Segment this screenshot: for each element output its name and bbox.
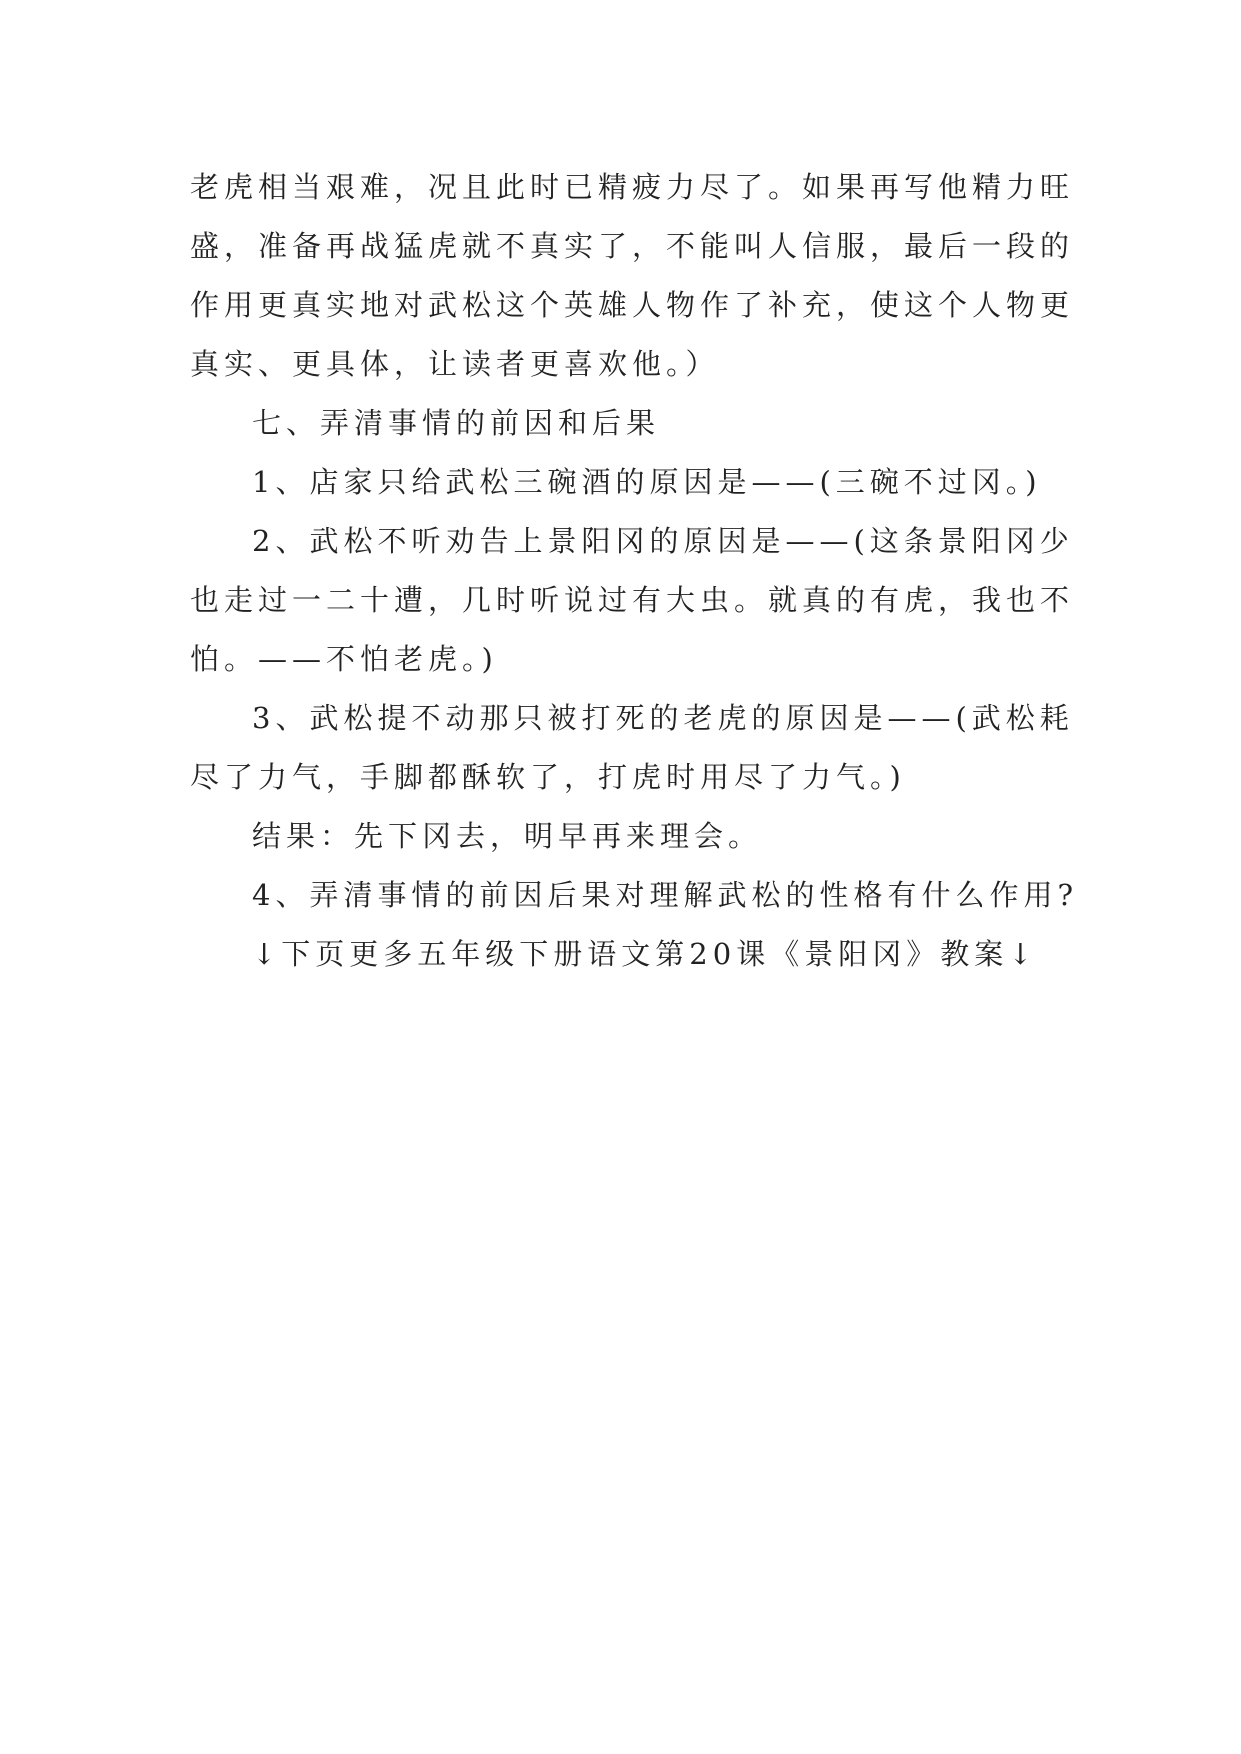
- question-3: 3、武松提不动那只被打死的老虎的原因是——(武松耗: [252, 701, 1074, 735]
- question-1: 1、店家只给武松三碗酒的原因是——(三碗不过冈。): [252, 465, 1042, 499]
- body-line: 盛，准备再战猛虎就不真实了，不能叫人信服，最后一段的: [190, 229, 1075, 263]
- body-line: 作用更真实地对武松这个英雄人物作了补充，使这个人物更: [190, 288, 1075, 322]
- body-line: 老虎相当艰难，况且此时已精疲力尽了。如果再写他精力旺: [190, 170, 1075, 204]
- question-2-continued: 怕。——不怕老虎。): [190, 642, 498, 676]
- body-line: 真实、更具体，让读者更喜欢他。）: [190, 347, 720, 381]
- question-4: 4、弄清事情的前因后果对理解武松的性格有什么作用?: [252, 878, 1078, 912]
- question-2-continued: 也走过一二十遭，几时听说过有大虫。就真的有虎，我也不: [190, 583, 1075, 617]
- document-body: [190, 158, 1078, 984]
- next-page-link[interactable]: ↓下页更多五年级下册语文第20课《景阳冈》教案↓: [252, 937, 1038, 971]
- question-2: 2、武松不听劝告上景阳冈的原因是——(这条景阳冈少: [252, 524, 1074, 558]
- result-line: 结果：先下冈去，明早再来理会。: [252, 819, 763, 853]
- section-heading: 七、弄清事情的前因和后果: [252, 406, 661, 440]
- question-3-continued: 尽了力气，手脚都酥软了，打虎时用尽了力气。): [190, 760, 906, 794]
